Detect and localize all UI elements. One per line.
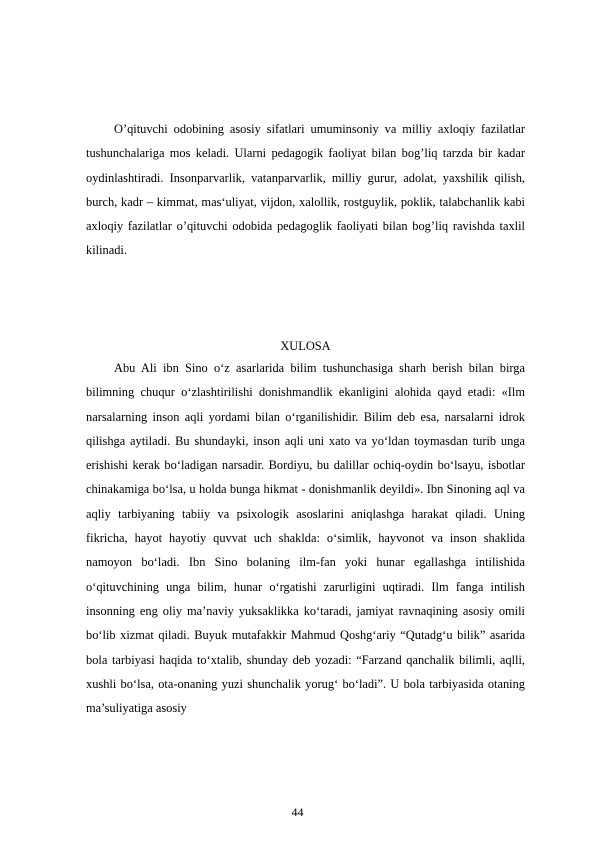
conclusion-section xyxy=(86,356,525,720)
paragraph-ibn-sino: Abu Ali ibn Sino o‘z asarlarida bilim tushunchasiga sharh berish bilan birga bilimning chuqur o‘zlashtirilishi donishmandlik ekanligini alohida qayd etadi: «Ilm narsalarning inson aqli yordami bilan o‘rganilishidir. Bilim deb esa, narsalarni idrok qilishga aytiladi. Bu shundayki, inson aqli uni xato va yo‘ldan toymasdan turib unga erishishi kerak bo‘ladigan narsadir. Bordiyu, bu dalillar ochiq-oydin bo‘lsayu, isbotlar chinakamiga bo‘lsa, u holda bunga hikmat - donishmanlik deyildi». Ibn Sinoning aql va aqliy tarbiyaning tabiiy va psixologik asoslarini aniqlashga harakat qiladi. Uning fikricha, hayot hayotiy quvvat uch shaklda: o‘simlik, hayvonot va inson shaklida namoyon bo‘ladi. Ibn Sino bolaning ilm-fan yoki hunar egallashga intilishida o‘qituvchining unga bilim, hunar o‘rgatishi zarurligini uqtiradi. Ilm fanga intilish insonning eng oliy ma’naviy yuksaklikka ko‘taradi, jamiyat ravnaqining asosiy omili bo‘lib xizmat qiladi. Buyuk mutafakkir Mahmud Qoshg‘ariy “Qutadg‘u bilik” asarida bola tarbiyasi haqida to‘xtalib, shunday deb yozadi: “Farzand qanchalik bilimli, aqlli, xushli bo‘lsa, ota-onaning yuzi shunchalik yorug‘ bo‘ladi”. U bola tarbiyasida otaning ma’suliyatiga asosiy xyxy=(86,361,525,716)
intro-section xyxy=(86,117,525,263)
paragraph-teacher-ethics: O’qituvchi odobining asosiy sifatlari umuminsoniy va milliy axloqiy fazilatlar tushunchalariga mos keladi. Ularni pedagogik faoliyat bilan bog’liq tarzda bir kadar oydinlashtiradi. Insonparvarlik, vatanparvarlik, milliy gurur, adolat, yaxshilik qilish, burch, kadr – kimmat, mas‘uliyat, vijdon, xalollik, rostguylik, poklik, talabchanlik kabi axloqiy fazilatlar o’qituvchi odobida pedagoglik faoliyati bilan bog’liq ravishda taxlil kilinadi. xyxy=(86,122,525,258)
conclusion-heading: XULOSA xyxy=(280,339,331,353)
page-number: 44 xyxy=(291,805,304,819)
